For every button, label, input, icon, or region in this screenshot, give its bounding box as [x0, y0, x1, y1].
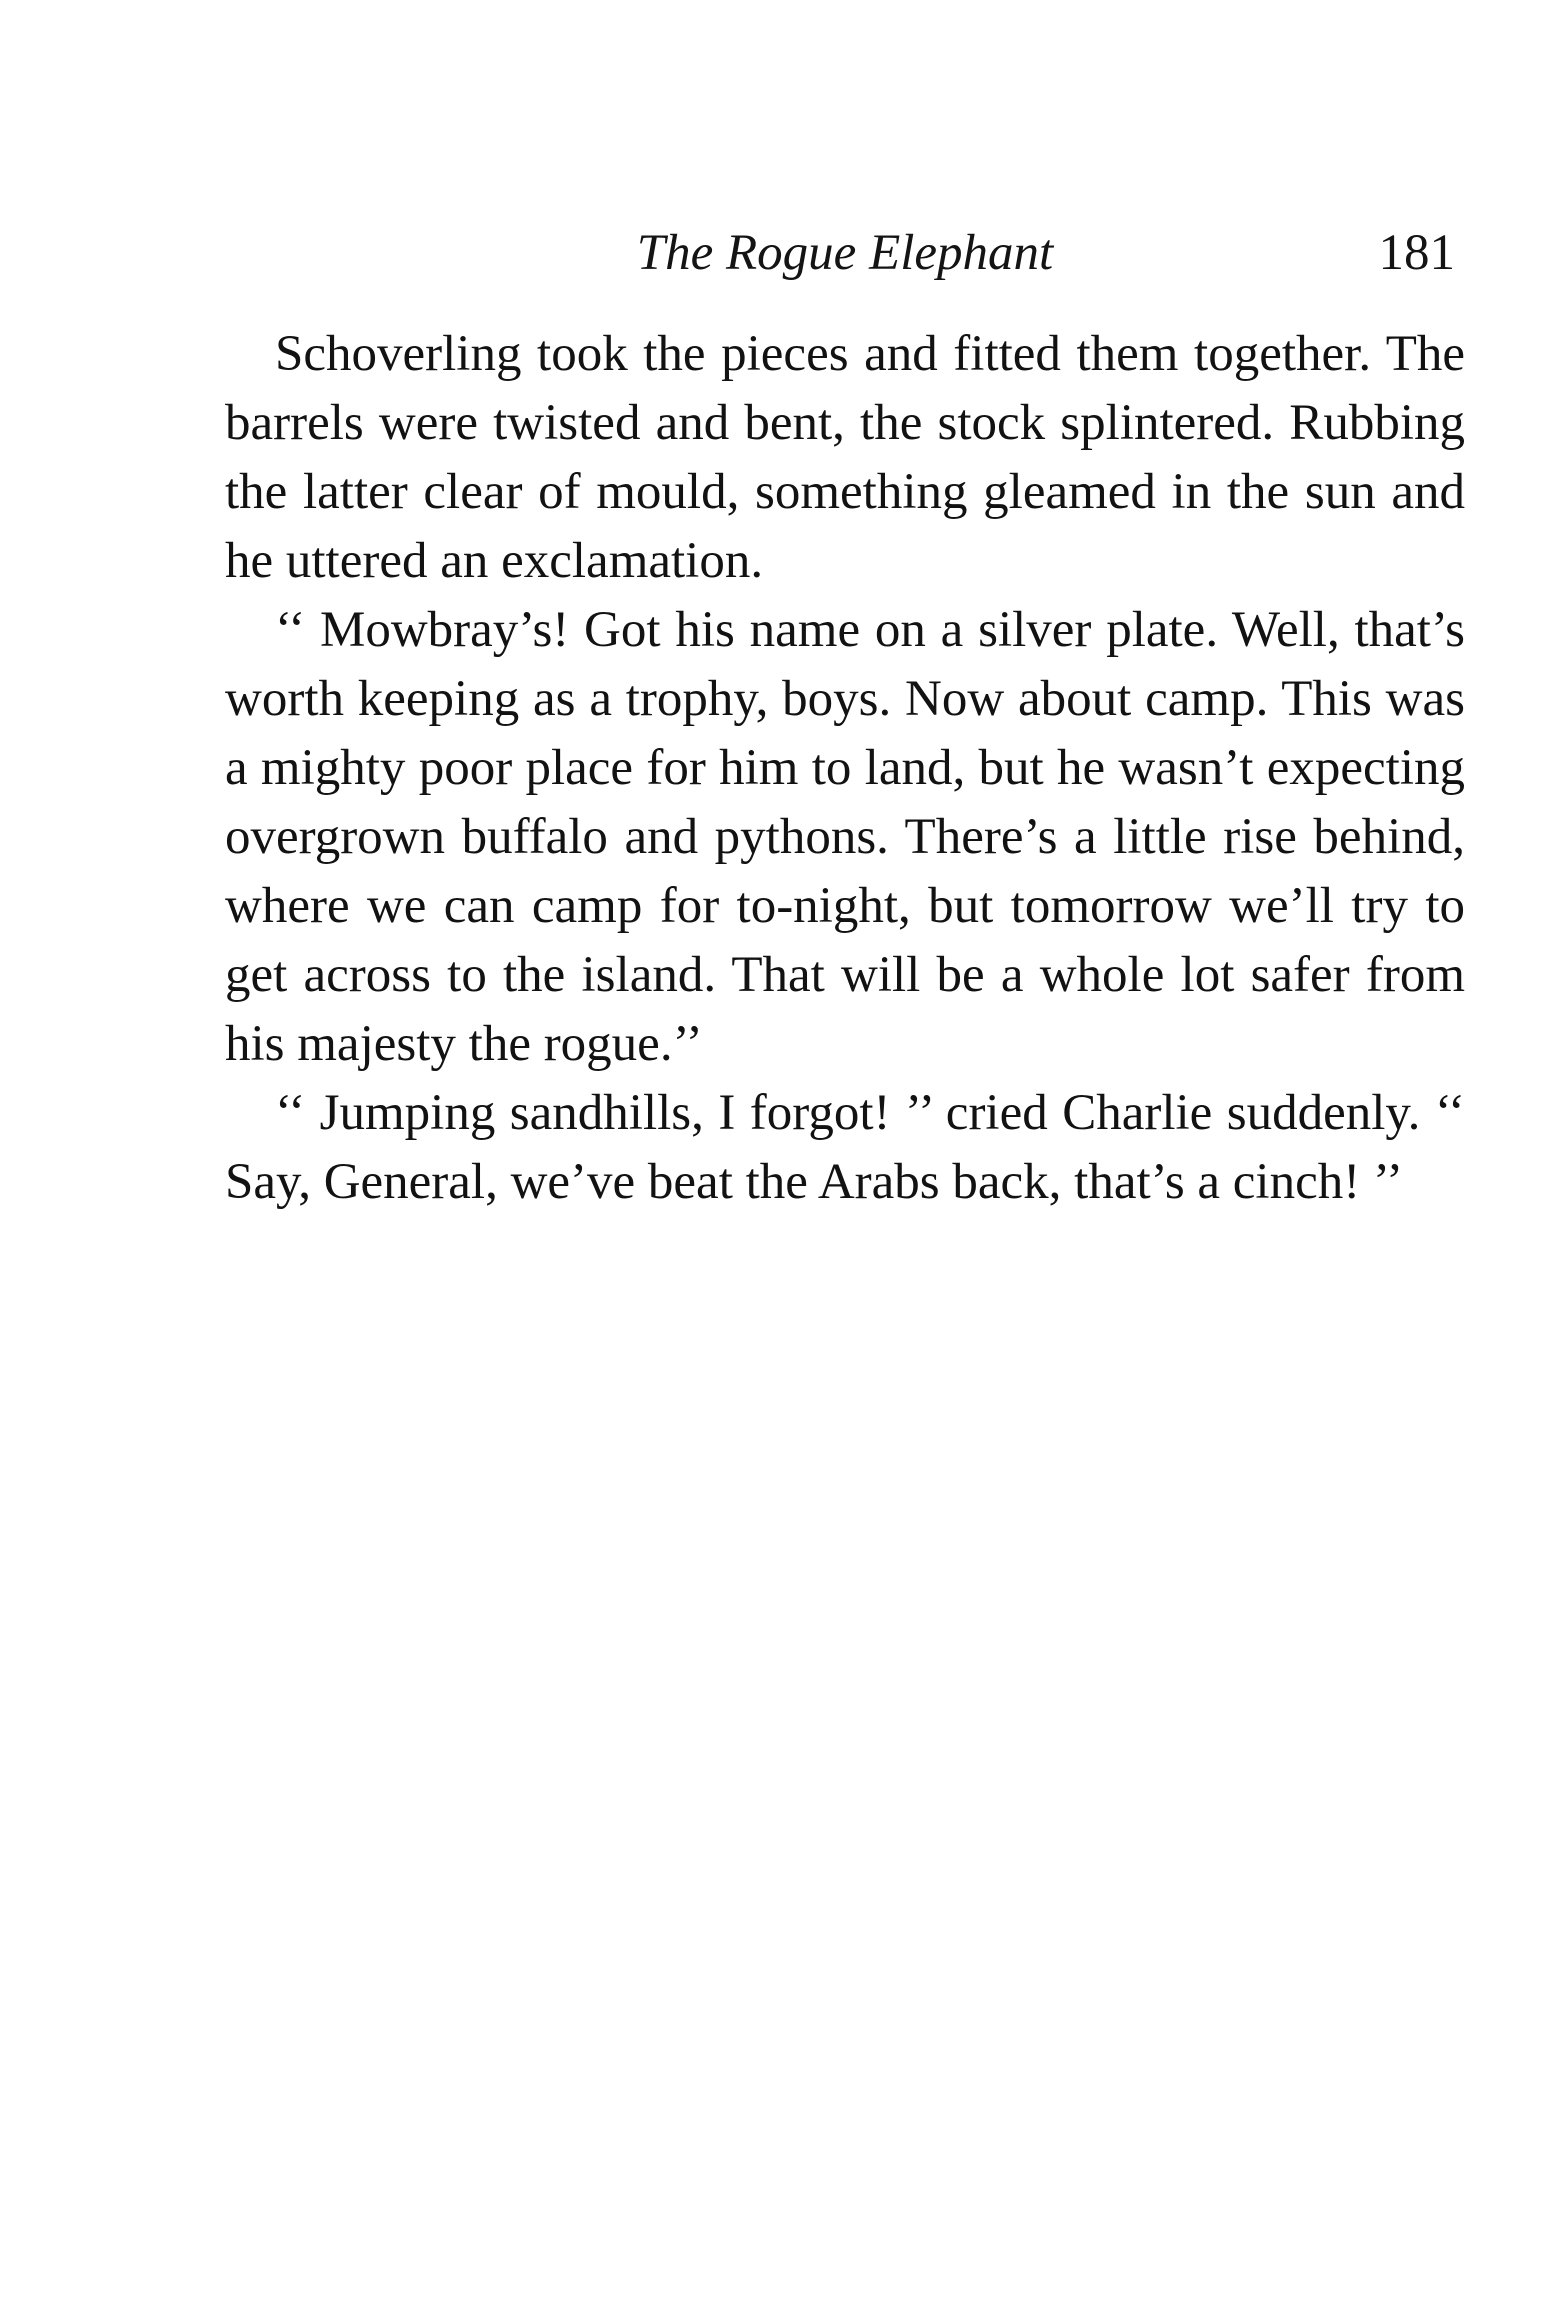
paragraph-charlie: ‘‘ Jumping sandhills, I forgot! ’’ cried Charlie suddenly. ‘‘ Say, General, we’ve beat the Arabs back, that’s a cinch! ’’ — [225, 1085, 1465, 1210]
body-text — [225, 320, 1465, 1217]
paragraph-mowbray: ‘‘ Mowbray’s! Got his name on a silver plate. Well, that’s worth keeping as a trophy, boys. Now about camp. This was a mighty poor place for him to land, but he wasn’t expecting overgrown buffalo and pythons. There’s a little rise behind, where we can camp for to-night, but tomorrow we’ll try to get across to the island. That will be a whole lot safer from his majesty the rogue.’’ — [225, 602, 1465, 1072]
paragraph-schoverling: Schoverling took the pieces and fitted them together. The barrels were twisted and bent, the stock splintered. Rubbing the latter clear of mould, something gleamed in the sun and he uttered an exclamation. — [225, 326, 1465, 589]
page-number: 181 — [1378, 225, 1455, 281]
running-head — [225, 218, 1465, 288]
running-title: The Rogue Elephant — [636, 225, 1054, 281]
